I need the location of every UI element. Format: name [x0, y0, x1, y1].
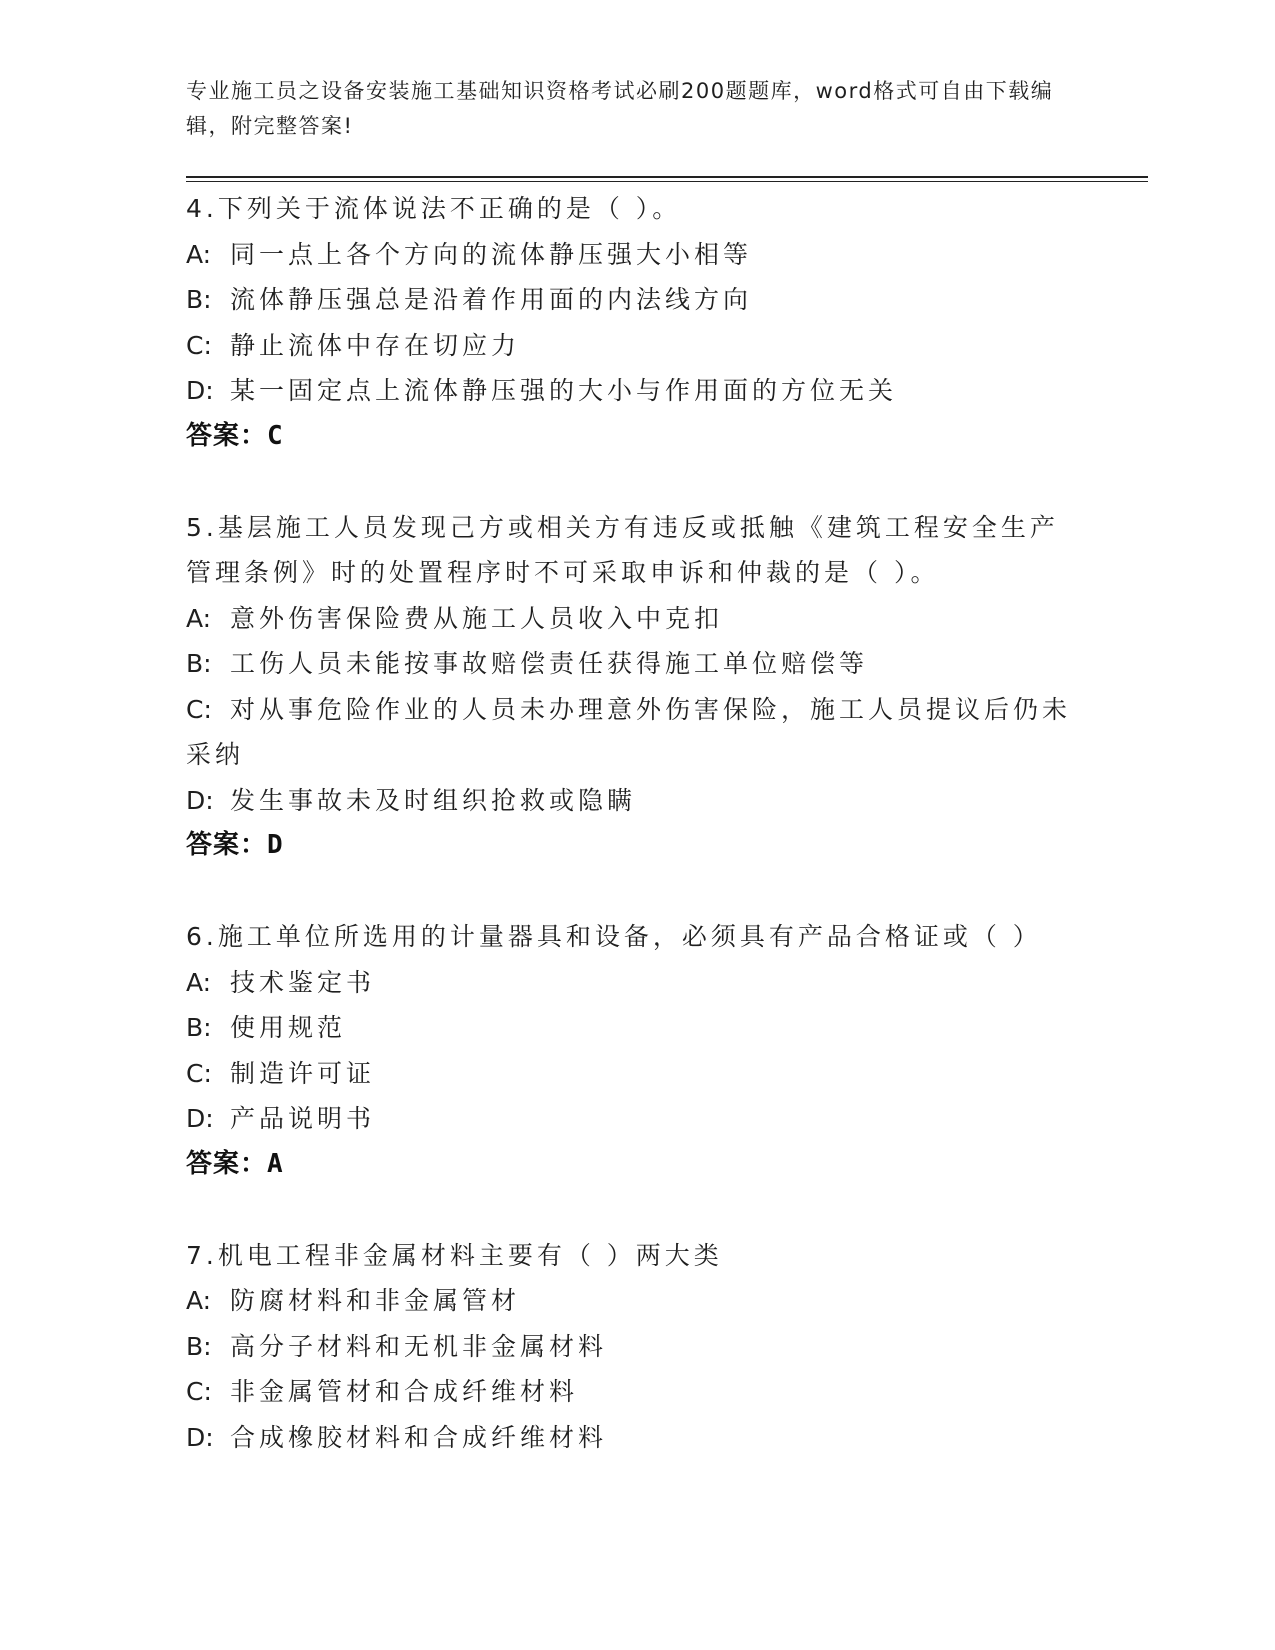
option-letter: C: — [186, 1377, 212, 1406]
option-text: 合成橡胶材料和合成纤维材料 — [230, 1422, 608, 1452]
question-7 — [186, 1233, 1086, 1461]
answer-value: A — [267, 1148, 283, 1179]
option-letter: A: — [186, 1286, 212, 1315]
option-c — [186, 1369, 1086, 1415]
answer-label: 答案： — [186, 1148, 268, 1179]
option-letter: C: — [186, 1058, 212, 1088]
option-d — [186, 1415, 1086, 1461]
option-a — [186, 596, 1086, 642]
option-text: 同一点上各个方向的流体静压强大小相等 — [230, 239, 753, 269]
option-a — [186, 1278, 1086, 1324]
question-5 — [186, 505, 1086, 869]
answer-line — [186, 414, 1086, 459]
answer-value: C — [267, 420, 283, 451]
question-stem: 7.机电工程非金属材料主要有（ ）两大类 — [186, 1240, 723, 1270]
question-4 — [186, 186, 1086, 459]
option-letter: D: — [186, 376, 214, 405]
option-c — [186, 323, 1086, 369]
question-stem: 5.基层施工人员发现己方或相关方有违反或抵触《建筑工程安全生产管理条例》时的处置程序时不可采取申诉和仲裁的是（ ）。 — [186, 512, 1059, 587]
option-text: 非金属管材和合成纤维材料 — [230, 1377, 579, 1406]
option-text: 高分子材料和无机非金属材料 — [230, 1331, 608, 1361]
answer-label: 答案： — [186, 830, 268, 860]
option-letter: B: — [186, 1331, 212, 1361]
option-b — [186, 1005, 1086, 1051]
option-letter: A: — [186, 967, 212, 997]
option-text: 防腐材料和非金属管材 — [230, 1286, 521, 1315]
question-stem: 4.下列关于流体说法不正确的是（ ）。 — [186, 194, 682, 223]
option-a — [186, 960, 1086, 1006]
option-letter: A: — [186, 603, 212, 633]
option-text: 对从事危险作业的人员未办理意外伤害保险，施工人员提议后仍未采纳 — [186, 694, 1072, 769]
option-text: 使用规范 — [230, 1013, 347, 1042]
option-b — [186, 277, 1086, 323]
question-6 — [186, 914, 1086, 1187]
option-letter: C: — [186, 330, 212, 360]
option-text: 工伤人员未能按事故赔偿责任获得施工单位赔偿等 — [230, 649, 869, 678]
option-letter: D: — [186, 1422, 214, 1452]
option-a — [186, 232, 1086, 278]
answer-line — [186, 823, 1086, 868]
document-header: 专业施工员之设备安装施工基础知识资格考试必刷200题题库，word格式可自由下载编辑，附完整答案! — [186, 79, 1054, 138]
answer-label: 答案： — [186, 420, 268, 451]
option-letter: D: — [186, 1104, 214, 1133]
option-text: 意外伤害保险费从施工人员收入中克扣 — [230, 603, 724, 633]
option-b — [186, 1324, 1086, 1370]
option-b — [186, 641, 1086, 687]
header-divider-thick — [186, 176, 1148, 178]
option-letter: B: — [186, 649, 212, 678]
option-text: 制造许可证 — [230, 1058, 376, 1088]
option-letter: D: — [186, 785, 214, 815]
option-c — [186, 1051, 1086, 1097]
option-d — [186, 368, 1086, 414]
header-divider-thin — [186, 181, 1148, 182]
option-d — [186, 1096, 1086, 1142]
option-letter: B: — [186, 285, 212, 314]
option-c — [186, 687, 1086, 778]
option-text: 发生事故未及时组织抢救或隐瞒 — [230, 785, 637, 815]
option-letter: B: — [186, 1013, 212, 1042]
option-text: 技术鉴定书 — [230, 967, 376, 997]
option-text: 产品说明书 — [230, 1104, 376, 1133]
option-text: 静止流体中存在切应力 — [230, 330, 521, 360]
answer-value: D — [267, 830, 283, 860]
answer-line — [186, 1142, 1086, 1187]
option-letter: A: — [186, 239, 212, 269]
question-stem: 6.施工单位所选用的计量器具和设备，必须具有产品合格证或（ ） — [186, 922, 1042, 951]
option-d — [186, 778, 1086, 824]
option-text: 流体静压强总是沿着作用面的内法线方向 — [230, 285, 753, 314]
question-list — [186, 186, 1086, 1506]
option-text: 某一固定点上流体静压强的大小与作用面的方位无关 — [230, 376, 898, 405]
option-letter: C: — [186, 694, 212, 724]
